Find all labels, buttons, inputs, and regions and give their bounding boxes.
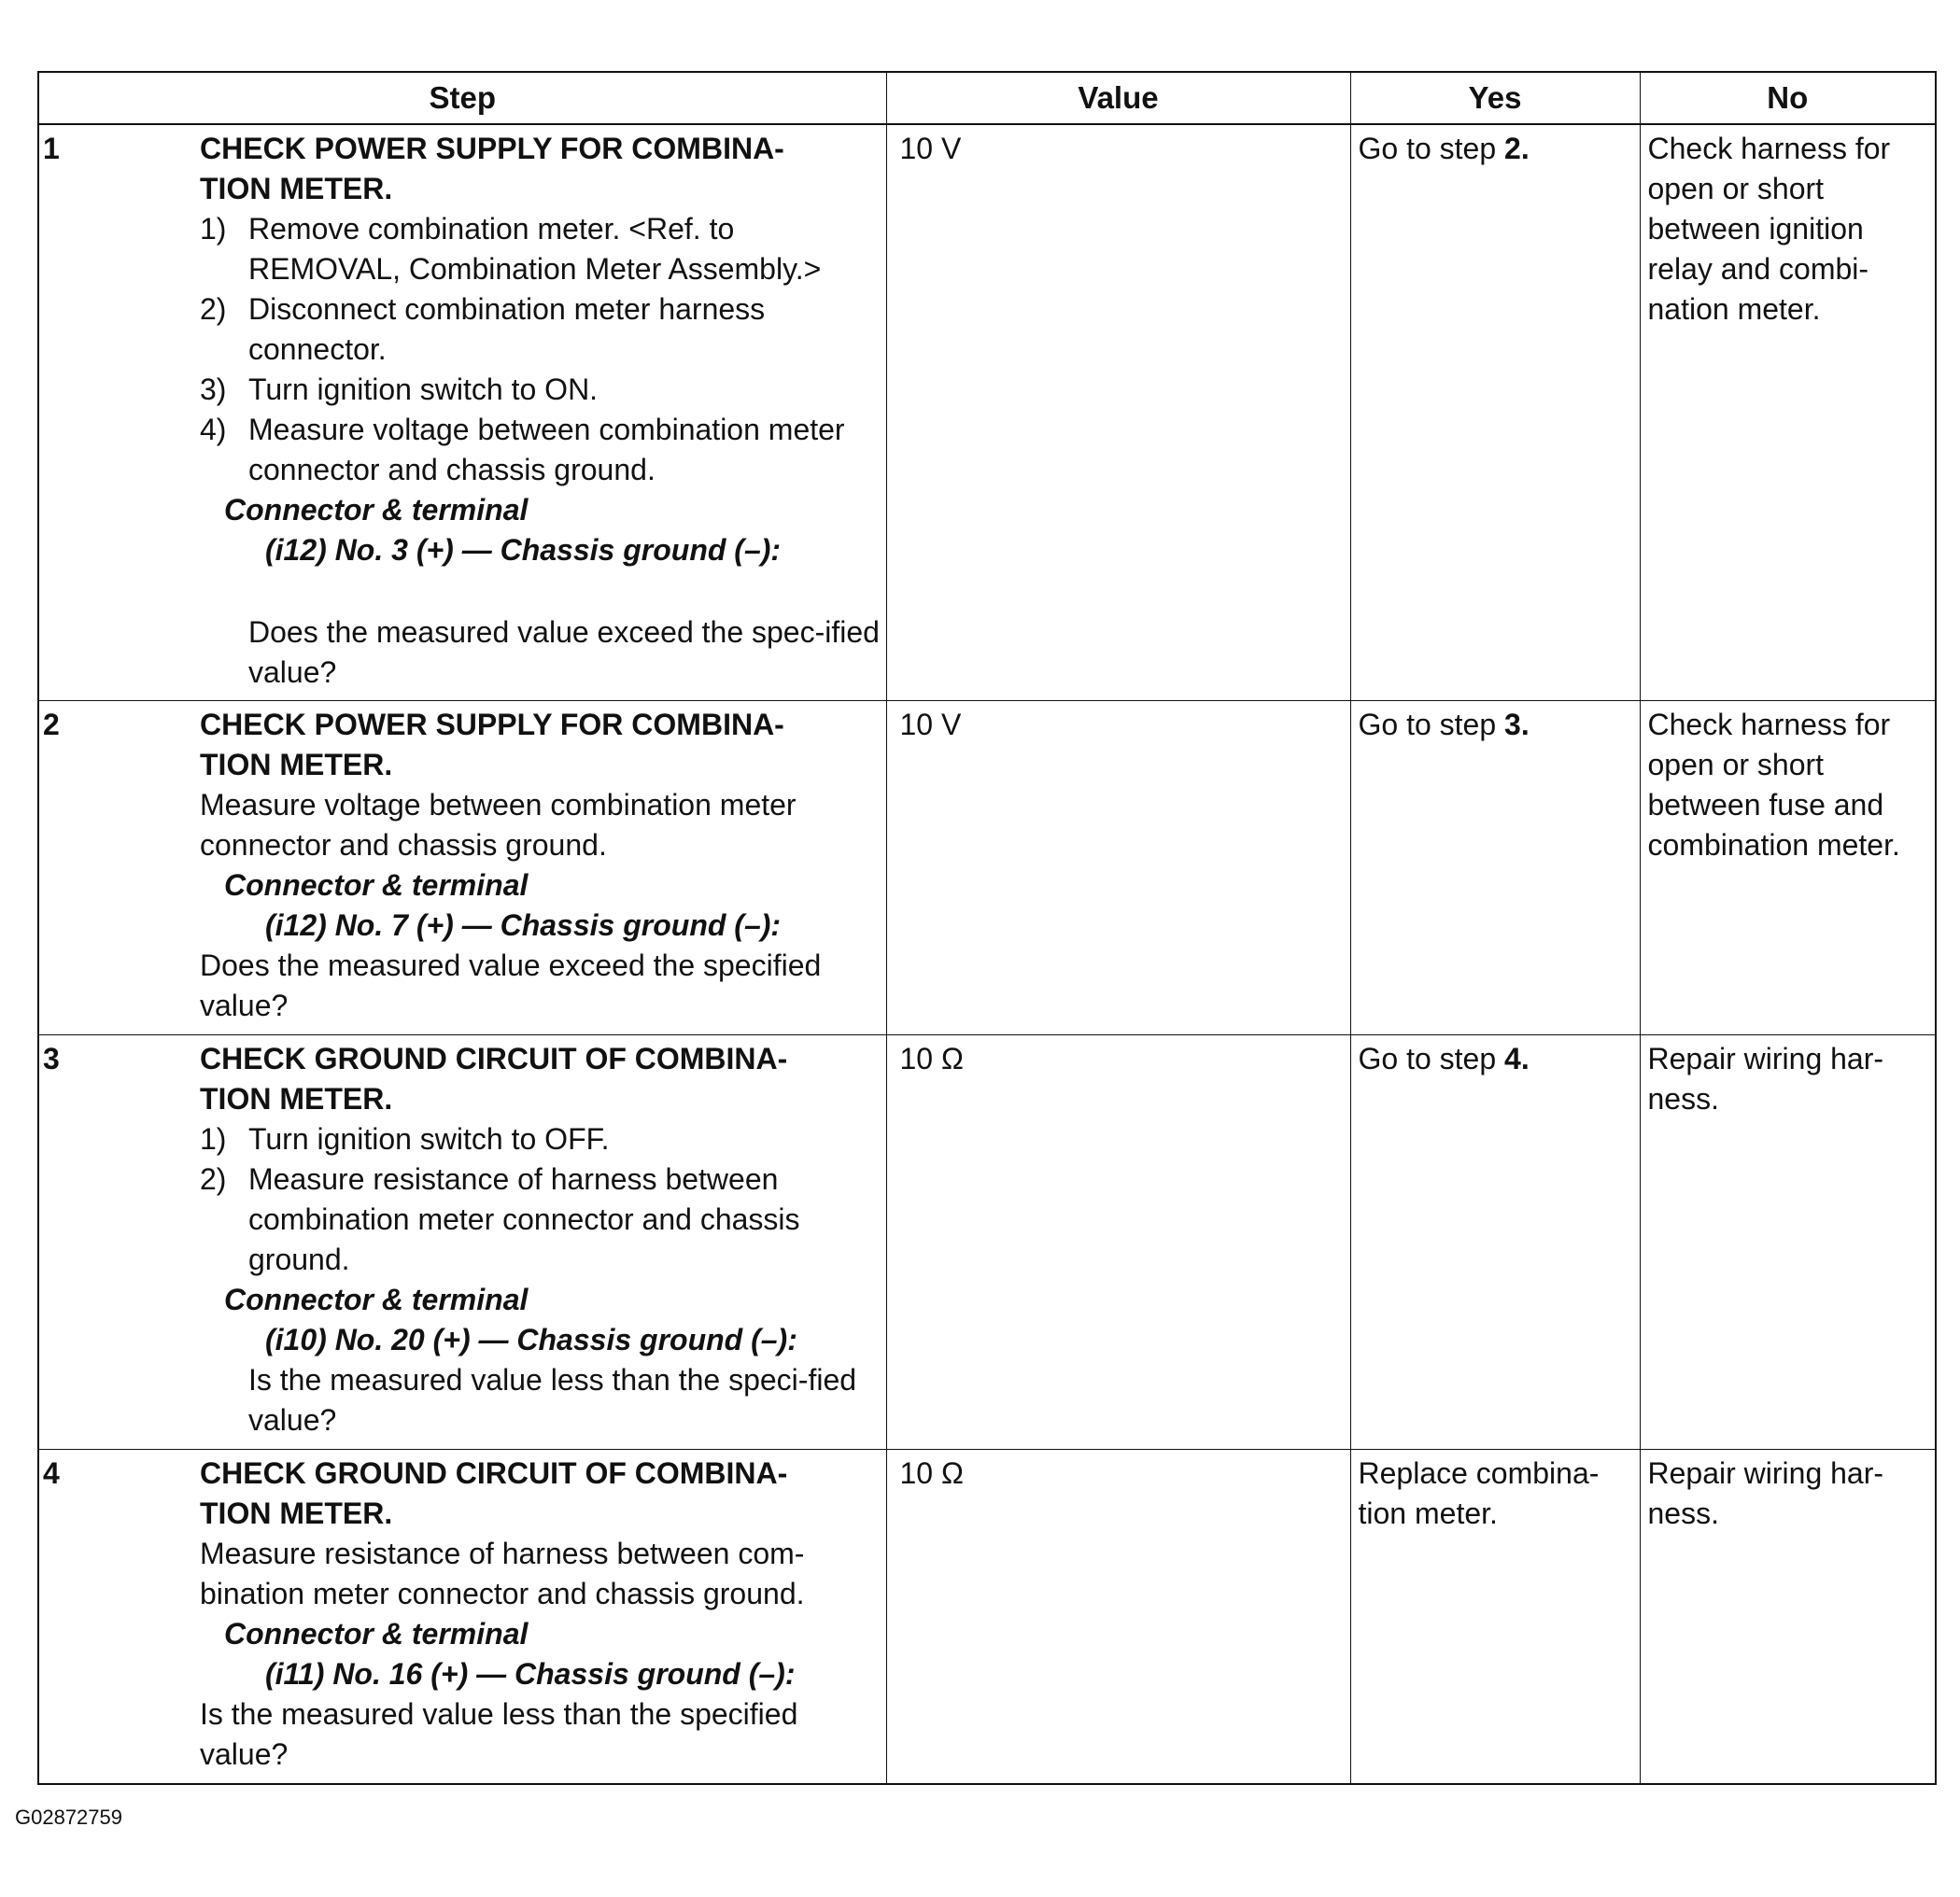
header-step: Step: [38, 72, 886, 124]
connector-label: Connector & terminal: [224, 493, 529, 527]
yes-cell: [1350, 701, 1640, 1035]
header-no: No: [1640, 72, 1936, 124]
header-yes: Yes: [1350, 72, 1640, 124]
yes-step-link: 2.: [1504, 132, 1530, 165]
document-id: G02872759: [15, 1806, 122, 1829]
step-cell: [38, 124, 886, 701]
yes-cell: [1350, 124, 1640, 701]
no-cell: [1640, 701, 1936, 1035]
no-cell: [1640, 124, 1936, 701]
value-cell: [886, 701, 1350, 1035]
yes-text: Go to step: [1358, 1042, 1505, 1075]
step-heading: CHECK POWER SUPPLY FOR COMBINA-: [200, 708, 784, 741]
value-cell: [886, 124, 1350, 701]
spec-value: 10 V: [899, 132, 962, 165]
diagnosis-table: [37, 71, 1937, 1785]
step-heading-cont: TION METER.: [200, 748, 393, 781]
step-number: 3: [43, 1042, 60, 1075]
substep: 2) Disconnect combination meter harness connector.: [200, 292, 766, 366]
step-heading-cont: TION METER.: [200, 1497, 393, 1530]
connector-spec: (i11) No. 16 (+) — Chassis ground (–):: [265, 1657, 796, 1691]
step-question: Does the measured value exceed the specified value?: [200, 948, 822, 1022]
step-number: 2: [43, 708, 60, 741]
step-cell: [38, 1035, 886, 1450]
yes-cell: [1350, 1035, 1640, 1450]
step-body-text: Measure resistance of harness between com-bination meter connector and chassis ground.: [200, 1537, 805, 1610]
substep: 2) Measure resistance of harness between combination meter connector and chassis ground.: [200, 1162, 800, 1276]
no-cell: [1640, 1035, 1936, 1450]
no-text: Check harness for open or short between fuse and combination meter.: [1647, 708, 1900, 862]
substep-list: [200, 1119, 881, 1280]
table-row: [38, 701, 1936, 1035]
table-header-row: [38, 72, 1936, 124]
yes-text: Replace combina-tion meter.: [1358, 1456, 1600, 1530]
connector-label: Connector & terminal: [224, 1617, 529, 1651]
yes-step-link: 3.: [1504, 708, 1530, 741]
spec-value: 10 Ω: [899, 1042, 964, 1075]
substep-list: [200, 209, 881, 490]
table-row: [38, 124, 1936, 701]
no-text: Repair wiring har-ness.: [1647, 1456, 1884, 1530]
step-heading-cont: TION METER.: [200, 1082, 393, 1116]
step-number: 1: [43, 132, 60, 165]
step-body-text: Measure voltage between combination meter connector and chassis ground.: [200, 788, 797, 862]
step-question: Is the measured value less than the specified value?: [200, 1697, 798, 1771]
yes-text: Go to step: [1358, 708, 1505, 741]
no-text: Repair wiring har-ness.: [1647, 1042, 1884, 1116]
step-heading-cont: TION METER.: [200, 172, 393, 205]
step-heading: CHECK GROUND CIRCUIT OF COMBINA-: [200, 1042, 788, 1075]
header-value: Value: [886, 72, 1350, 124]
yes-text: Go to step: [1358, 132, 1505, 165]
step-heading: CHECK POWER SUPPLY FOR COMBINA-: [200, 132, 784, 165]
no-cell: [1640, 1450, 1936, 1784]
value-cell: [886, 1450, 1350, 1784]
step-question: Does the measured value exceed the spec-ified value?: [248, 615, 880, 689]
substep: 4) Measure voltage between combination meter connector and chassis ground.: [200, 413, 845, 486]
spec-value: 10 Ω: [899, 1456, 964, 1490]
yes-step-link: 4.: [1504, 1042, 1530, 1075]
connector-spec: (i12) No. 7 (+) — Chassis ground (–):: [265, 908, 782, 942]
substep: 1) Turn ignition switch to OFF.: [200, 1122, 610, 1156]
connector-label: Connector & terminal: [224, 1283, 529, 1316]
table-row: [38, 1450, 1936, 1784]
connector-spec: (i12) No. 3 (+) — Chassis ground (–):: [265, 533, 782, 567]
step-cell: [38, 1450, 886, 1784]
yes-cell: [1350, 1450, 1640, 1784]
spec-value: 10 V: [899, 708, 962, 741]
connector-spec: (i10) No. 20 (+) — Chassis ground (–):: [265, 1323, 797, 1356]
step-heading: CHECK GROUND CIRCUIT OF COMBINA-: [200, 1456, 788, 1490]
value-cell: [886, 1035, 1350, 1450]
connector-label: Connector & terminal: [224, 868, 529, 902]
substep: 3) Turn ignition switch to ON.: [200, 372, 599, 406]
step-number: 4: [43, 1456, 60, 1490]
table-row: [38, 1035, 1936, 1450]
substep: 1) Remove combination meter. <Ref. to REMOVAL, Combination Meter Assembly.>: [200, 212, 822, 286]
step-cell: [38, 701, 886, 1035]
step-question: Is the measured value less than the speci-fied value?: [248, 1363, 857, 1437]
no-text: Check harness for open or short between ignition relay and combi-nation meter.: [1647, 132, 1891, 326]
